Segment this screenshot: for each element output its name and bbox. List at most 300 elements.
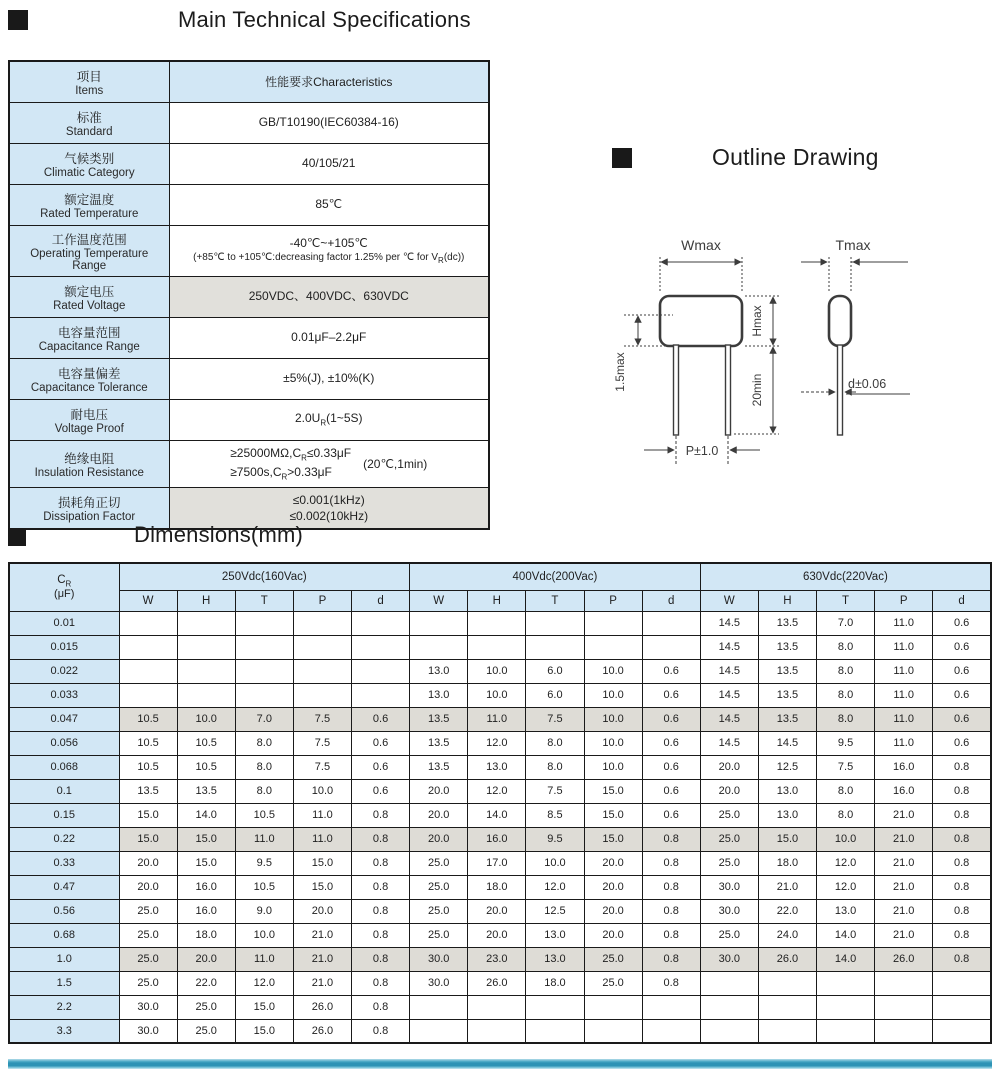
dim-value-cell: 10.5 bbox=[235, 803, 293, 827]
dim-value-cell: 0.8 bbox=[352, 923, 410, 947]
dim-row bbox=[9, 755, 991, 779]
dim-value-cell bbox=[875, 995, 933, 1019]
page-title: Main Technical Specifications bbox=[178, 7, 471, 32]
dim-value-cell: 10.0 bbox=[584, 755, 642, 779]
dim-value-cell: 18.0 bbox=[177, 923, 235, 947]
dim-value-cell bbox=[293, 683, 351, 707]
dim-value-cell: 26.0 bbox=[468, 971, 526, 995]
col-header-h: H bbox=[468, 590, 526, 611]
dim-value-cell: 9.0 bbox=[235, 899, 293, 923]
dim-row bbox=[9, 995, 991, 1019]
dim-value-cell bbox=[758, 995, 816, 1019]
dim-value-cell: 13.0 bbox=[468, 755, 526, 779]
cap-value-cell: 0.15 bbox=[9, 803, 119, 827]
dim-value-cell: 12.0 bbox=[468, 779, 526, 803]
spec-label-cell: 额定电压 Rated Voltage bbox=[9, 276, 169, 317]
dim-value-cell bbox=[933, 1019, 991, 1043]
dim-value-cell: 8.0 bbox=[235, 755, 293, 779]
dim-value-cell: 0.8 bbox=[933, 923, 991, 947]
capacitor-front-view bbox=[624, 256, 779, 464]
dim-value-cell: 7.5 bbox=[293, 707, 351, 731]
cap-unit: (μF) bbox=[54, 588, 75, 601]
dim-value-cell: 13.0 bbox=[526, 947, 584, 971]
col-header-t: T bbox=[817, 590, 875, 611]
dim-value-cell: 8.0 bbox=[817, 659, 875, 683]
col-header-d: d bbox=[352, 590, 410, 611]
dim-value-cell: 21.0 bbox=[875, 851, 933, 875]
spec-row bbox=[9, 184, 489, 225]
dim-value-cell: 20.0 bbox=[584, 851, 642, 875]
dim-value-cell: 15.0 bbox=[758, 827, 816, 851]
dim-value-cell: 0.8 bbox=[352, 971, 410, 995]
dim-value-cell: 20.0 bbox=[700, 779, 758, 803]
col-header-d: d bbox=[642, 590, 700, 611]
dims-group-header-row bbox=[9, 563, 991, 590]
dim-value-cell: 8.0 bbox=[526, 755, 584, 779]
dim-value-cell: 20.0 bbox=[410, 803, 468, 827]
dim-value-cell: 10.0 bbox=[584, 659, 642, 683]
dim-value-cell: 6.0 bbox=[526, 659, 584, 683]
spec-row bbox=[9, 143, 489, 184]
cap-value-cell: 3.3 bbox=[9, 1019, 119, 1043]
spec-row bbox=[9, 358, 489, 399]
dim-value-cell: 0.6 bbox=[933, 635, 991, 659]
dim-value-cell: 0.6 bbox=[642, 731, 700, 755]
dim-value-cell: 13.0 bbox=[410, 659, 468, 683]
dim-value-cell: 12.0 bbox=[468, 731, 526, 755]
dim-value-cell bbox=[933, 995, 991, 1019]
spec-tbody bbox=[9, 102, 489, 529]
dim-value-cell: 25.0 bbox=[410, 851, 468, 875]
dim-value-cell: 25.0 bbox=[700, 851, 758, 875]
spec-value-cell: 85℃ bbox=[169, 184, 489, 225]
dim-value-cell: 30.0 bbox=[410, 947, 468, 971]
spec-table bbox=[8, 60, 490, 530]
dim-value-cell: 0.6 bbox=[642, 755, 700, 779]
dim-value-cell: 10.5 bbox=[119, 755, 177, 779]
group-header-630v: 630Vdc(220Vac) bbox=[700, 563, 991, 590]
dim-value-cell: 18.0 bbox=[468, 875, 526, 899]
dim-value-cell: 7.5 bbox=[526, 707, 584, 731]
spec-row bbox=[9, 102, 489, 143]
spec-value-cell: 40/105/21 bbox=[169, 143, 489, 184]
dim-value-cell: 0.8 bbox=[933, 851, 991, 875]
outline-title: Outline Drawing bbox=[712, 144, 879, 170]
dim-value-cell: 23.0 bbox=[468, 947, 526, 971]
dim-value-cell: 15.0 bbox=[584, 803, 642, 827]
dim-value-cell: 16.0 bbox=[468, 827, 526, 851]
dim-label-hmax: Hmax bbox=[750, 305, 764, 337]
dim-value-cell: 25.0 bbox=[700, 803, 758, 827]
dim-value-cell: 13.0 bbox=[758, 803, 816, 827]
dim-value-cell: 24.0 bbox=[758, 923, 816, 947]
dim-value-cell: 0.8 bbox=[642, 899, 700, 923]
dim-value-cell: 20.0 bbox=[584, 899, 642, 923]
dim-row bbox=[9, 683, 991, 707]
spec-label-cell: 额定温度 Rated Temperature bbox=[9, 184, 169, 225]
dim-value-cell: 0.8 bbox=[933, 827, 991, 851]
dim-value-cell bbox=[119, 683, 177, 707]
dim-value-cell: 30.0 bbox=[700, 947, 758, 971]
dim-value-cell: 12.5 bbox=[758, 755, 816, 779]
cap-value-cell: 0.47 bbox=[9, 875, 119, 899]
dim-value-cell: 21.0 bbox=[875, 803, 933, 827]
dim-value-cell: 14.5 bbox=[758, 731, 816, 755]
dim-label-standoff: 1.5max bbox=[613, 352, 627, 392]
dim-row bbox=[9, 851, 991, 875]
dim-value-cell: 12.5 bbox=[526, 899, 584, 923]
dim-value-cell: 0.8 bbox=[642, 851, 700, 875]
dim-value-cell: 11.0 bbox=[875, 611, 933, 635]
dim-value-cell bbox=[875, 1019, 933, 1043]
cap-value-cell: 0.056 bbox=[9, 731, 119, 755]
dim-value-cell: 15.0 bbox=[235, 1019, 293, 1043]
col-header-d: d bbox=[933, 590, 991, 611]
col-header-p: P bbox=[584, 590, 642, 611]
dim-value-cell: 15.0 bbox=[293, 851, 351, 875]
dim-value-cell: 13.5 bbox=[410, 707, 468, 731]
dim-value-cell: 12.0 bbox=[817, 875, 875, 899]
dim-row bbox=[9, 635, 991, 659]
dim-value-cell: 20.0 bbox=[700, 755, 758, 779]
dim-value-cell bbox=[352, 659, 410, 683]
dim-value-cell: 0.6 bbox=[642, 779, 700, 803]
dim-value-cell: 0.6 bbox=[352, 779, 410, 803]
col-header-h: H bbox=[177, 590, 235, 611]
dim-value-cell: 14.5 bbox=[700, 611, 758, 635]
dimensions-title: Dimensions(mm) bbox=[134, 522, 304, 547]
dim-value-cell: 0.8 bbox=[642, 971, 700, 995]
dim-value-cell: 8.5 bbox=[526, 803, 584, 827]
dim-value-cell bbox=[235, 683, 293, 707]
cap-value-cell: 0.56 bbox=[9, 899, 119, 923]
spec-value-cell: $\ge 25000M\Omega,C_R\le 0.33\mu F$ $\ge 7500s,C_R>0.33\mu F$ (20℃,1min) bbox=[169, 440, 489, 487]
dim-value-cell: 21.0 bbox=[293, 947, 351, 971]
spec-label-cell: 绝缘电阻 Insulation Resistance bbox=[9, 440, 169, 487]
spec-label-cell: 气候类别 Climatic Category bbox=[9, 143, 169, 184]
dim-value-cell: 0.8 bbox=[352, 851, 410, 875]
dim-value-cell: 13.5 bbox=[410, 755, 468, 779]
dim-value-cell: 0.8 bbox=[352, 899, 410, 923]
dim-value-cell: 11.0 bbox=[235, 827, 293, 851]
dim-label-wmax: Wmax bbox=[681, 237, 721, 253]
dim-value-cell: 21.0 bbox=[875, 875, 933, 899]
spec-value-cell: GB/T10190(IEC60384-16) bbox=[169, 102, 489, 143]
dim-value-cell: 17.0 bbox=[468, 851, 526, 875]
dim-value-cell: 8.0 bbox=[235, 731, 293, 755]
dim-value-cell: 10.0 bbox=[468, 683, 526, 707]
dim-value-cell: 21.0 bbox=[293, 923, 351, 947]
spec-label-cell: 耐电压 Voltage Proof bbox=[9, 399, 169, 440]
dim-value-cell bbox=[584, 995, 642, 1019]
dim-value-cell: 0.8 bbox=[352, 827, 410, 851]
spec-value-cell: ≤0.001(1kHz) ≤0.002(10kHz) bbox=[169, 487, 489, 529]
dimensions-table bbox=[8, 562, 992, 1044]
spec-row bbox=[9, 440, 489, 487]
dim-value-cell: 11.0 bbox=[875, 635, 933, 659]
col-header-w: W bbox=[700, 590, 758, 611]
dim-value-cell: 14.0 bbox=[468, 803, 526, 827]
dim-value-cell bbox=[817, 971, 875, 995]
dim-value-cell: 0.8 bbox=[933, 803, 991, 827]
dim-value-cell bbox=[584, 1019, 642, 1043]
dim-value-cell: 0.8 bbox=[352, 875, 410, 899]
dim-value-cell: 13.0 bbox=[817, 899, 875, 923]
spec-header-items-zh: 项目 bbox=[76, 69, 102, 84]
dim-value-cell bbox=[352, 611, 410, 635]
dim-value-cell: 10.0 bbox=[584, 707, 642, 731]
dim-value-cell: 25.0 bbox=[119, 971, 177, 995]
dim-value-cell: 10.5 bbox=[235, 875, 293, 899]
dim-value-cell bbox=[526, 635, 584, 659]
dim-value-cell bbox=[352, 635, 410, 659]
dim-value-cell: 26.0 bbox=[293, 995, 351, 1019]
dim-value-cell: 10.0 bbox=[177, 707, 235, 731]
dim-value-cell: 0.6 bbox=[642, 659, 700, 683]
dim-value-cell: 16.0 bbox=[875, 755, 933, 779]
dim-value-cell: 0.8 bbox=[642, 875, 700, 899]
col-header-p: P bbox=[875, 590, 933, 611]
dim-value-cell: 0.8 bbox=[933, 899, 991, 923]
dim-value-cell: 20.0 bbox=[410, 827, 468, 851]
dim-value-cell: 0.6 bbox=[352, 707, 410, 731]
dim-value-cell: 9.5 bbox=[526, 827, 584, 851]
dims-tbody bbox=[9, 611, 991, 1043]
dim-value-cell: 0.6 bbox=[933, 707, 991, 731]
dim-value-cell bbox=[642, 995, 700, 1019]
dim-value-cell: 0.8 bbox=[933, 875, 991, 899]
dim-value-cell: 20.0 bbox=[293, 899, 351, 923]
dim-value-cell: 21.0 bbox=[875, 899, 933, 923]
dim-value-cell: 25.0 bbox=[177, 995, 235, 1019]
cap-column-header bbox=[9, 563, 119, 611]
dim-row bbox=[9, 947, 991, 971]
dim-value-cell: 8.0 bbox=[817, 707, 875, 731]
dim-value-cell bbox=[410, 995, 468, 1019]
dim-value-cell: 15.0 bbox=[177, 851, 235, 875]
dim-value-cell: 14.0 bbox=[177, 803, 235, 827]
dim-value-cell bbox=[875, 971, 933, 995]
dim-label-pitch: P±1.0 bbox=[685, 444, 719, 458]
dim-value-cell: 25.0 bbox=[584, 971, 642, 995]
dim-value-cell: 7.5 bbox=[817, 755, 875, 779]
dim-value-cell: 15.0 bbox=[119, 827, 177, 851]
dim-value-cell: 30.0 bbox=[700, 899, 758, 923]
dim-value-cell: 25.0 bbox=[700, 923, 758, 947]
dim-value-cell: 11.0 bbox=[875, 707, 933, 731]
dim-value-cell: 0.8 bbox=[642, 827, 700, 851]
dim-value-cell: 25.0 bbox=[410, 899, 468, 923]
col-header-w: W bbox=[119, 590, 177, 611]
dim-value-cell: 15.0 bbox=[584, 827, 642, 851]
spec-label-cell: 电容量范围 Capacitance Range bbox=[9, 317, 169, 358]
dim-value-cell: 0.6 bbox=[642, 803, 700, 827]
dim-value-cell: 13.0 bbox=[526, 923, 584, 947]
dim-value-cell bbox=[584, 611, 642, 635]
cap-value-cell: 0.022 bbox=[9, 659, 119, 683]
dim-value-cell: 0.6 bbox=[642, 707, 700, 731]
dim-value-cell: 26.0 bbox=[293, 1019, 351, 1043]
dim-value-cell: 0.6 bbox=[352, 731, 410, 755]
cap-value-cell: 0.01 bbox=[9, 611, 119, 635]
dim-row bbox=[9, 971, 991, 995]
dim-value-cell: 14.5 bbox=[700, 683, 758, 707]
dim-row bbox=[9, 1019, 991, 1043]
dim-row bbox=[9, 827, 991, 851]
dim-value-cell bbox=[700, 995, 758, 1019]
dim-value-cell: 20.0 bbox=[177, 947, 235, 971]
dim-value-cell: 20.0 bbox=[584, 923, 642, 947]
dim-value-cell bbox=[235, 611, 293, 635]
dim-value-cell: 21.0 bbox=[875, 827, 933, 851]
dim-value-cell bbox=[817, 1019, 875, 1043]
dim-value-cell bbox=[177, 611, 235, 635]
dim-value-cell bbox=[177, 683, 235, 707]
dim-value-cell bbox=[177, 659, 235, 683]
dim-value-cell: 14.5 bbox=[700, 707, 758, 731]
spec-note: (20℃,1min) bbox=[363, 456, 428, 471]
dim-value-cell: 22.0 bbox=[177, 971, 235, 995]
spec-row bbox=[9, 317, 489, 358]
spec-row bbox=[9, 225, 489, 276]
dim-value-cell bbox=[526, 611, 584, 635]
spec-label-cell: 工作温度范围 Operating Temperature Range bbox=[9, 225, 169, 276]
dim-value-cell: 25.0 bbox=[584, 947, 642, 971]
dim-value-cell: 7.5 bbox=[293, 731, 351, 755]
dim-value-cell: 0.8 bbox=[352, 947, 410, 971]
dim-value-cell: 20.0 bbox=[119, 851, 177, 875]
dim-label-tmax: Tmax bbox=[835, 237, 871, 253]
dim-row bbox=[9, 707, 991, 731]
dim-label-lead-length: 20min bbox=[750, 373, 764, 407]
dim-value-cell bbox=[758, 1019, 816, 1043]
dim-value-cell: 16.0 bbox=[177, 875, 235, 899]
dim-value-cell bbox=[352, 683, 410, 707]
dim-value-cell bbox=[700, 1019, 758, 1043]
dim-value-cell: 11.0 bbox=[875, 683, 933, 707]
spec-header-characteristics: 性能要求Characteristics bbox=[169, 61, 489, 102]
spec-value-cell: $2.0U_R(1\sim 5S)$ bbox=[169, 399, 489, 440]
dim-value-cell: 14.5 bbox=[700, 635, 758, 659]
dim-value-cell: 11.0 bbox=[235, 947, 293, 971]
dim-value-cell: 11.0 bbox=[468, 707, 526, 731]
dim-value-cell bbox=[468, 635, 526, 659]
dim-value-cell: 7.5 bbox=[526, 779, 584, 803]
dim-value-cell: 25.0 bbox=[700, 827, 758, 851]
dim-row bbox=[9, 659, 991, 683]
col-header-p: P bbox=[293, 590, 351, 611]
dim-value-cell: 10.0 bbox=[817, 827, 875, 851]
dim-value-cell bbox=[119, 611, 177, 635]
dim-value-cell: 25.0 bbox=[119, 899, 177, 923]
cap-value-cell: 0.068 bbox=[9, 755, 119, 779]
dim-value-cell: 8.0 bbox=[526, 731, 584, 755]
dim-value-cell: 0.6 bbox=[642, 683, 700, 707]
dim-value-cell: 0.6 bbox=[933, 731, 991, 755]
cap-value-cell: 0.047 bbox=[9, 707, 119, 731]
dim-row bbox=[9, 875, 991, 899]
cap-value-cell: 1.5 bbox=[9, 971, 119, 995]
dim-value-cell: 10.5 bbox=[119, 707, 177, 731]
dim-value-cell: 8.0 bbox=[817, 635, 875, 659]
dim-value-cell bbox=[758, 971, 816, 995]
dim-value-cell: 0.6 bbox=[933, 611, 991, 635]
outline-drawing bbox=[598, 216, 998, 506]
dim-value-cell bbox=[468, 1019, 526, 1043]
dim-value-cell: 9.5 bbox=[235, 851, 293, 875]
spec-label-cell: 电容量偏差 Capacitance Tolerance bbox=[9, 358, 169, 399]
dim-value-cell: 8.0 bbox=[235, 779, 293, 803]
dim-value-cell: 21.0 bbox=[758, 875, 816, 899]
dim-value-cell: 13.0 bbox=[410, 683, 468, 707]
dim-value-cell: 20.0 bbox=[119, 875, 177, 899]
dim-value-cell bbox=[700, 971, 758, 995]
dim-value-cell: 22.0 bbox=[758, 899, 816, 923]
dim-value-cell bbox=[642, 1019, 700, 1043]
dim-value-cell: 13.5 bbox=[758, 659, 816, 683]
dim-value-cell: 10.0 bbox=[468, 659, 526, 683]
dim-row bbox=[9, 899, 991, 923]
dim-row bbox=[9, 923, 991, 947]
dim-value-cell: 10.5 bbox=[177, 731, 235, 755]
dim-value-cell: 0.8 bbox=[352, 1019, 410, 1043]
dim-value-cell: 0.8 bbox=[352, 995, 410, 1019]
dim-value-cell: 14.0 bbox=[817, 923, 875, 947]
dim-value-cell: 0.8 bbox=[933, 779, 991, 803]
dim-value-cell bbox=[817, 995, 875, 1019]
spec-row bbox=[9, 399, 489, 440]
dim-value-cell: 8.0 bbox=[817, 803, 875, 827]
dim-value-cell: 25.0 bbox=[410, 875, 468, 899]
dim-value-cell: 11.0 bbox=[875, 659, 933, 683]
dim-value-cell: 12.0 bbox=[526, 875, 584, 899]
dim-value-cell bbox=[177, 635, 235, 659]
dim-value-cell: 21.0 bbox=[875, 923, 933, 947]
dim-value-cell bbox=[642, 611, 700, 635]
footer-accent-bar bbox=[8, 1059, 992, 1069]
dim-value-cell: 8.0 bbox=[817, 779, 875, 803]
dim-value-cell: 15.0 bbox=[119, 803, 177, 827]
dim-value-cell: 15.0 bbox=[177, 827, 235, 851]
dim-value-cell: 25.0 bbox=[177, 1019, 235, 1043]
col-header-w: W bbox=[410, 590, 468, 611]
dim-value-cell: 0.8 bbox=[352, 803, 410, 827]
dim-row bbox=[9, 731, 991, 755]
spec-row bbox=[9, 276, 489, 317]
cap-value-cell: 0.033 bbox=[9, 683, 119, 707]
dim-value-cell bbox=[933, 971, 991, 995]
dim-value-cell: 14.0 bbox=[817, 947, 875, 971]
dim-value-cell: 11.0 bbox=[293, 827, 351, 851]
dim-value-cell: 0.8 bbox=[933, 947, 991, 971]
dim-value-cell bbox=[526, 1019, 584, 1043]
spec-header-items-en: Items bbox=[75, 84, 104, 97]
dim-value-cell: 15.0 bbox=[584, 779, 642, 803]
spec-value-cell: 250VDC、400VDC、630VDC bbox=[169, 276, 489, 317]
dim-value-cell: 10.5 bbox=[119, 731, 177, 755]
dim-value-cell: 20.0 bbox=[468, 899, 526, 923]
dim-value-cell bbox=[526, 995, 584, 1019]
dim-value-cell: 13.5 bbox=[758, 635, 816, 659]
dim-value-cell: 9.5 bbox=[817, 731, 875, 755]
dim-value-cell: 0.8 bbox=[642, 923, 700, 947]
dim-value-cell: 13.5 bbox=[758, 707, 816, 731]
dim-value-cell: 13.5 bbox=[758, 683, 816, 707]
dim-value-cell: 16.0 bbox=[177, 899, 235, 923]
col-header-t: T bbox=[235, 590, 293, 611]
dim-value-cell: 30.0 bbox=[119, 1019, 177, 1043]
dim-value-cell bbox=[235, 659, 293, 683]
